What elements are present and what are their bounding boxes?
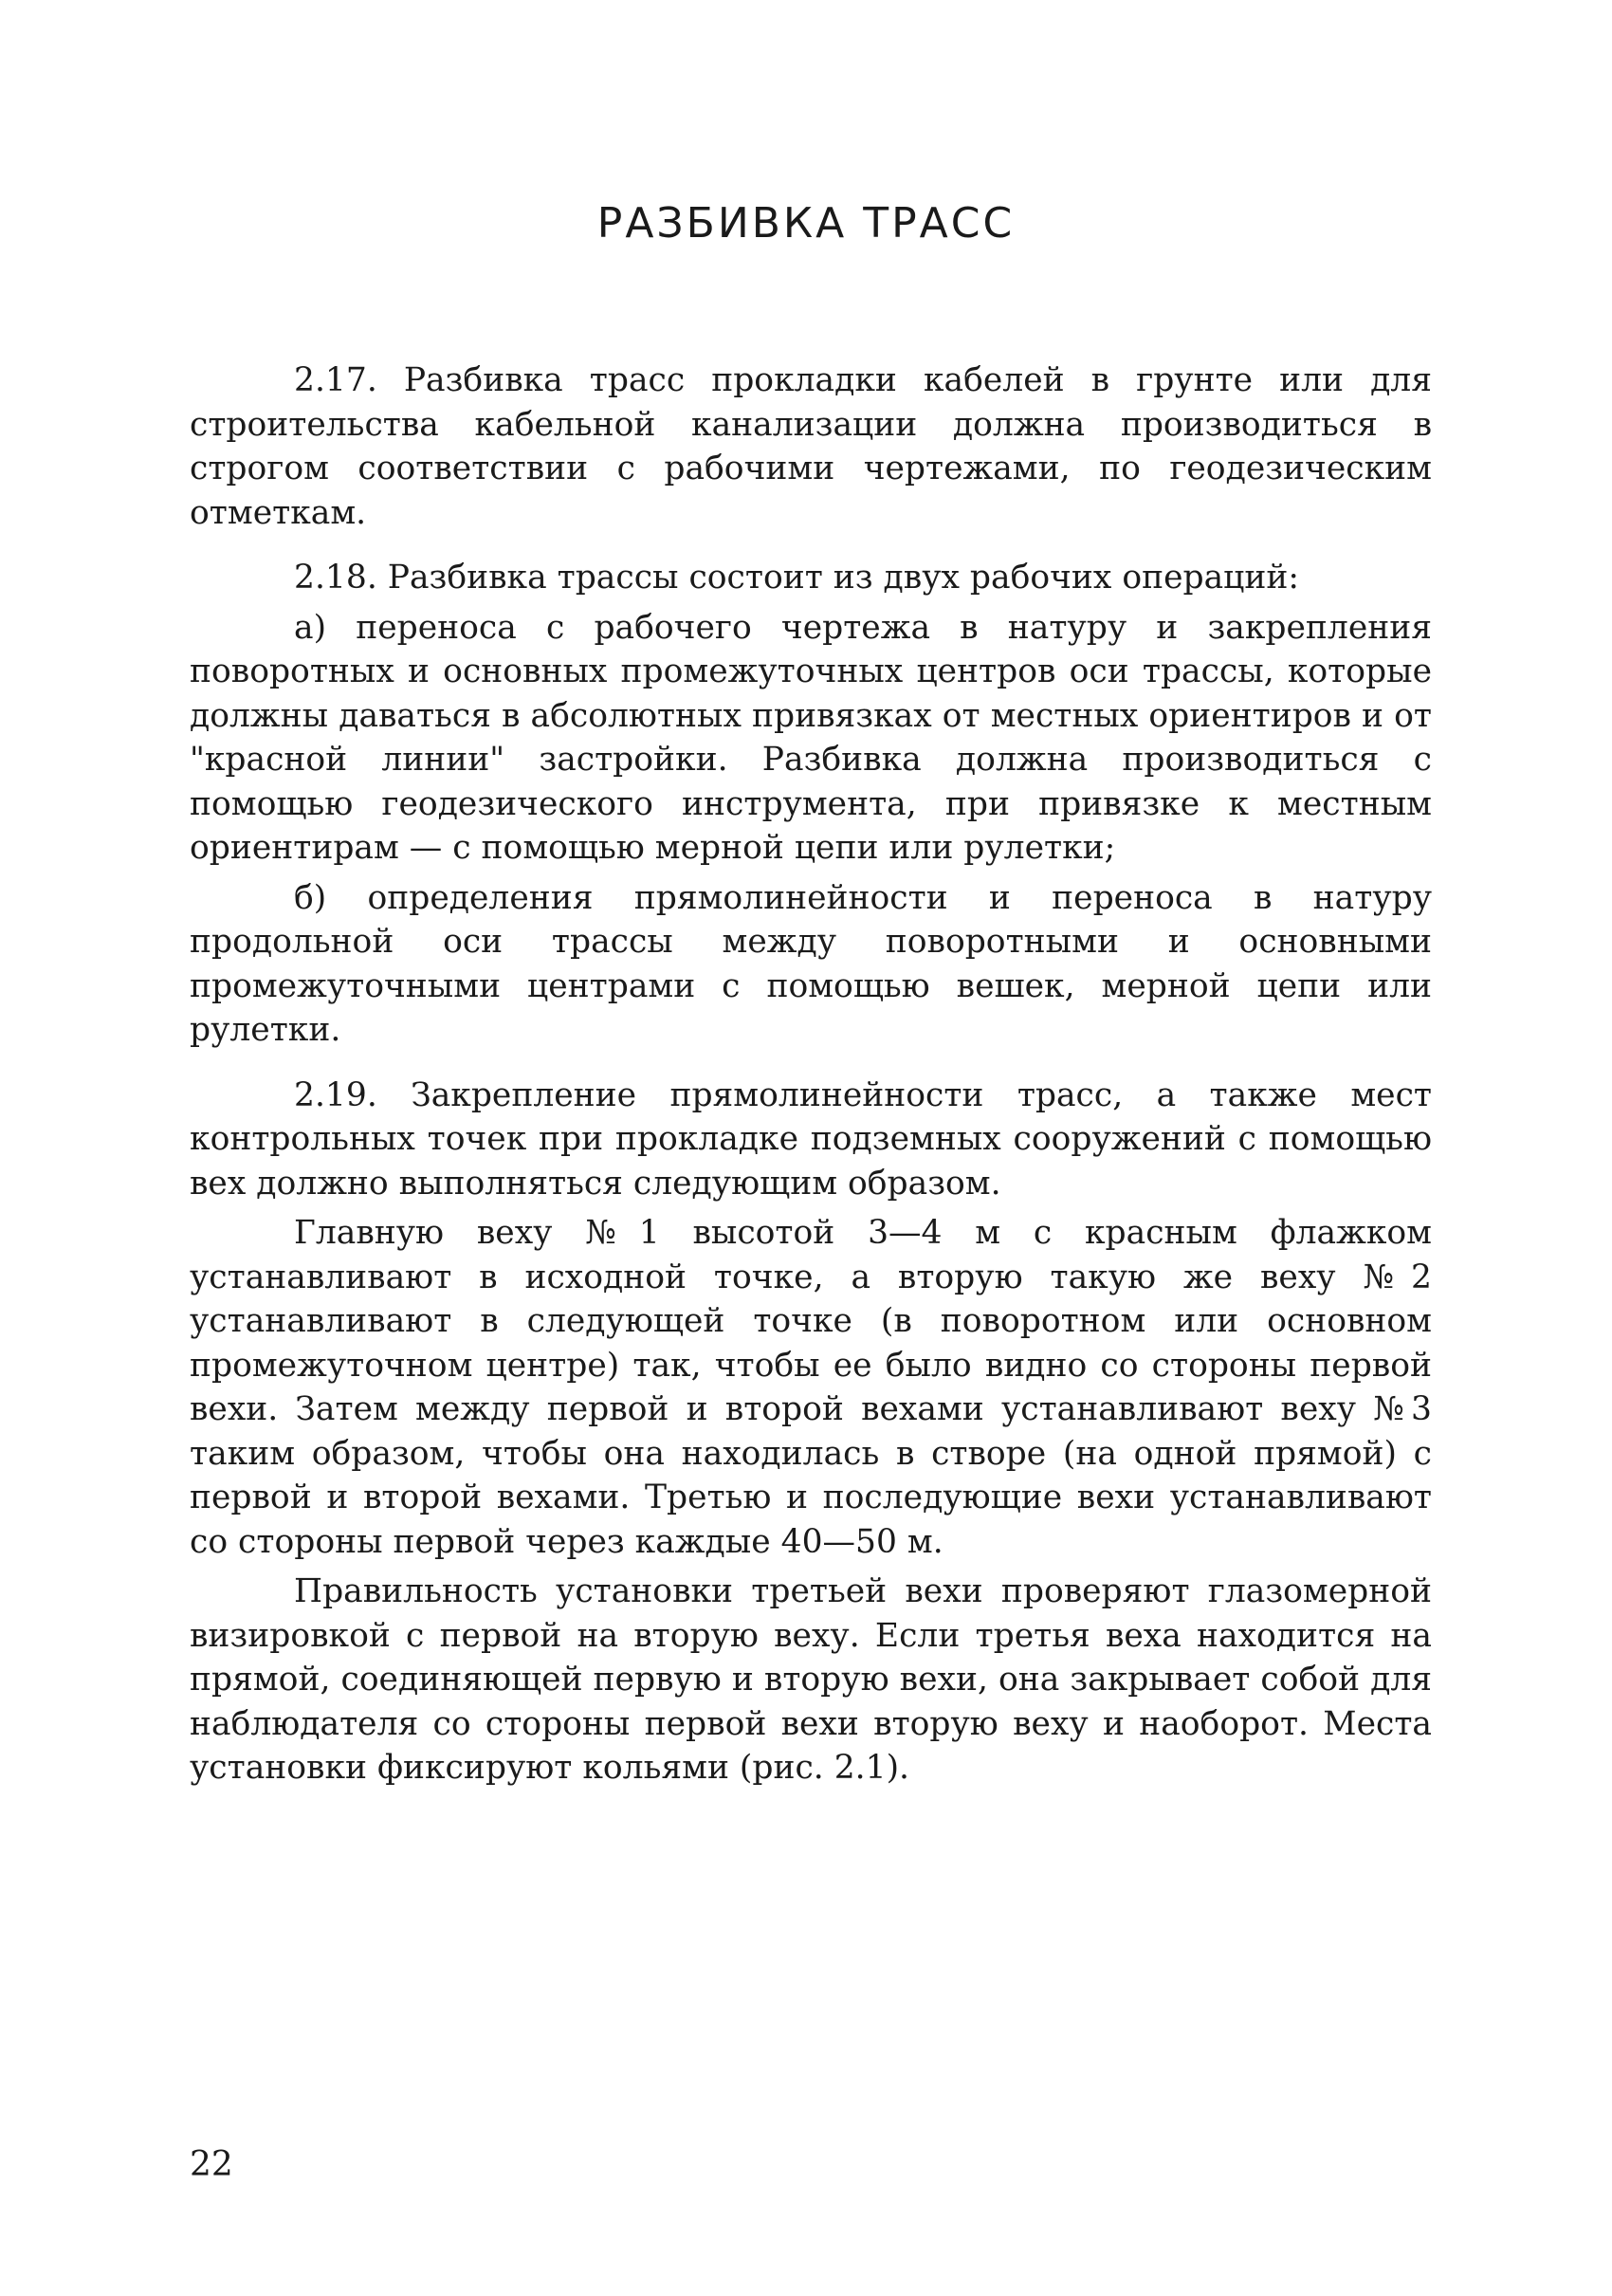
paragraph-2-19: 2.19. Закрепление прямолинейности трасс, а также мест контрольных точек при прокладке подземных сооружений с помощью вех должно выполняться следующим образом.: [190, 1075, 1432, 1203]
paragraph-2-18-a: а) переноса с рабочего чертежа в натуру и закрепления поворотных и основных промежуточных центров оси трассы, которые должны даваться в абсолютных привязках от местных ориентиров и от "красной линии" застройки. Разбивка должна производиться с помощью геодезического инструмента, при привязке к местным ориентирам — с помощью мерной цепи или рулетки;: [190, 608, 1432, 867]
body-text: [190, 358, 1432, 1791]
paragraph-main-pole: Главную веху №1 высотой 3—4 м с красным флажком устанавливают в исходной точке, а вторую такую же веху №2 устанавливают в следующей точке (в поворотном или основном промежуточном центре) так, чтобы ее было видно со стороны первой вехи. Затем между первой и второй вехами устанавливают веху №3 таким образом, чтобы она находилась в створе (на одной прямой) с первой и второй вехами. Третью и последующие вехи устанавливают со стороны первой через каждые 40—50 м.: [190, 1214, 1432, 1561]
paragraph-2-18-b: б) определения прямолинейности и переноса в натуру продольной оси трассы между поворотными и основными промежуточными центрами с помощью вешек, мерной цепи или рулетки.: [190, 878, 1432, 1049]
paragraph-2-17: 2.17. Разбивка трасс прокладки кабелей в грунте или для строительства кабельной канализации должна производиться в строгом соответствии с рабочими чертежами, по геодезическим отметкам.: [190, 361, 1432, 532]
paragraph-2-18: 2.18. Разбивка трассы состоит из двух рабочих операций:: [294, 559, 1299, 597]
page-number: 22: [190, 2145, 233, 2184]
section-title: РАЗБИВКА ТРАСС: [596, 199, 1016, 248]
paragraph-check-pole: Правильность установки третьей вехи проверяют глазомерной визировкой с первой на вторую веху. Если третья веха находится на прямой, соединяющей первую и вторую вехи, она закрывает собой для наблюдателя со стороны первой вехи вторую веху и наоборот. Места установки фиксируют кольями (рис. 2.1).: [190, 1572, 1432, 1787]
